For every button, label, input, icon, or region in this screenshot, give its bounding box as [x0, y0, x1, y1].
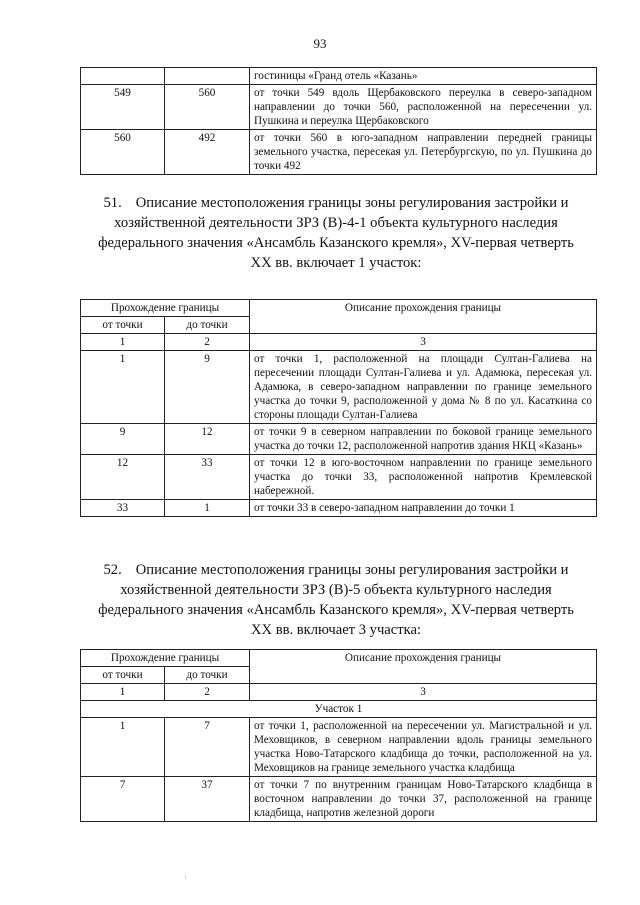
cell-to: 12	[165, 424, 250, 455]
cell-to: 33	[165, 455, 250, 500]
cell-to: 1	[165, 500, 250, 517]
numbering-row	[81, 684, 597, 701]
cell-from: 549	[81, 85, 165, 130]
table-row	[81, 351, 597, 424]
cell-from: 9	[81, 424, 165, 455]
cell-to: 37	[165, 777, 250, 822]
table-row	[81, 777, 597, 822]
header-to: до точки	[165, 667, 250, 684]
table-section-52	[80, 649, 597, 822]
table-header-row	[81, 650, 597, 667]
section-number: 52.	[103, 562, 122, 578]
cell-from: 12	[81, 455, 165, 500]
header-from: от точки	[81, 317, 165, 334]
cell-description: от точки 33 в северо-западном направлении до точки 1	[250, 500, 597, 517]
table-header-row	[81, 300, 597, 317]
cell-from: 1	[81, 718, 165, 777]
scan-mark: ·	[184, 872, 187, 882]
header-to: до точки	[165, 317, 250, 334]
section-51-heading	[88, 193, 584, 273]
cell-description: от точки 1, расположенной на пересечении ул. Магистральной и ул. Меховщиков, в северном направлении вдоль границы земельного участка Ново-Татарского кладбища до точки, расположенной на ул. Меховщиков на границе земельного участка кладбища	[250, 718, 597, 777]
cell-from: 7	[81, 777, 165, 822]
table-row	[81, 424, 597, 455]
table-row	[81, 85, 597, 130]
cell-from	[81, 68, 165, 85]
section-text: Описание местоположения границы зоны регулирования застройки и хозяйственной деятельности ЗРЗ (В)-5 объекта культурного наследия федерального значения «Ансамбль Казанского кремля», XV-первая четверть XX вв. включает 3 участка:	[98, 562, 574, 638]
column-number: 3	[250, 684, 597, 701]
cell-from: 33	[81, 500, 165, 517]
plot-subheader: Участок 1	[81, 701, 597, 718]
section-52-heading	[88, 560, 584, 640]
cell-description: от точки 560 в юго-западном направлении передней границы земельного участка, пересекая ул. Петербургскую, по ул. Пушкина до точки 492	[250, 130, 597, 175]
header-group: Прохождение границы	[81, 650, 250, 667]
cell-to: 492	[165, 130, 250, 175]
header-group: Прохождение границы	[81, 300, 250, 317]
numbering-row	[81, 334, 597, 351]
cell-to	[165, 68, 250, 85]
table-row	[81, 455, 597, 500]
subsection-row	[81, 701, 597, 718]
cell-from: 1	[81, 351, 165, 424]
cell-description: от точки 9 в северном направлении по боковой границе земельного участка до точки 12, расположенной напротив здания НКЦ «Казань»	[250, 424, 597, 455]
table-row	[81, 718, 597, 777]
column-number: 2	[165, 684, 250, 701]
column-number: 2	[165, 334, 250, 351]
table-row	[81, 500, 597, 517]
header-from: от точки	[81, 667, 165, 684]
page-number: 93	[313, 36, 327, 51]
cell-to: 560	[165, 85, 250, 130]
header-description: Описание прохождения границы	[250, 650, 597, 684]
column-number: 3	[250, 334, 597, 351]
cell-description: гостиницы «Гранд отель «Казань»	[250, 68, 597, 85]
cell-to: 9	[165, 351, 250, 424]
cell-description: от точки 12 в юго-восточном направлении по границе земельного участка до точки 33, расположенной напротив Кремлевской набережной.	[250, 455, 597, 500]
table-continuation	[80, 67, 597, 175]
table-section-51	[80, 299, 597, 517]
cell-description: от точки 549 вдоль Щербаковского переулка в северо-западном направлении до точки 560, расположенной на пересечении ул. Пушкина и переулка Щербаковского	[250, 85, 597, 130]
table-row	[81, 68, 597, 85]
cell-from: 560	[81, 130, 165, 175]
section-text: Описание местоположения границы зоны регулирования застройки и хозяйственной деятельности ЗРЗ (В)-4-1 объекта культурного наследия федерального значения «Ансамбль Казанского кремля», XV-первая четверть XX вв. включает 1 участок:	[98, 195, 574, 271]
column-number: 1	[81, 684, 165, 701]
cell-description: от точки 1, расположенной на площади Султан-Галиева на пересечении площади Султан-Галиева и ул. Адамюка, пересекая ул. Адамюка, в северо-западном направлении по границе земельного участка до точки 9, расположенной у дома № 8 по ул. Касаткина со стороны площади Султан-Галиева	[250, 351, 597, 424]
table-row	[81, 130, 597, 175]
column-number: 1	[81, 334, 165, 351]
section-number: 51.	[103, 195, 122, 211]
header-description: Описание прохождения границы	[250, 300, 597, 334]
cell-to: 7	[165, 718, 250, 777]
cell-description: от точки 7 по внутренним границам Ново-Татарского кладбища в восточном направлении до точки 37, расположенной на границе кладбища, напротив железной дороги	[250, 777, 597, 822]
